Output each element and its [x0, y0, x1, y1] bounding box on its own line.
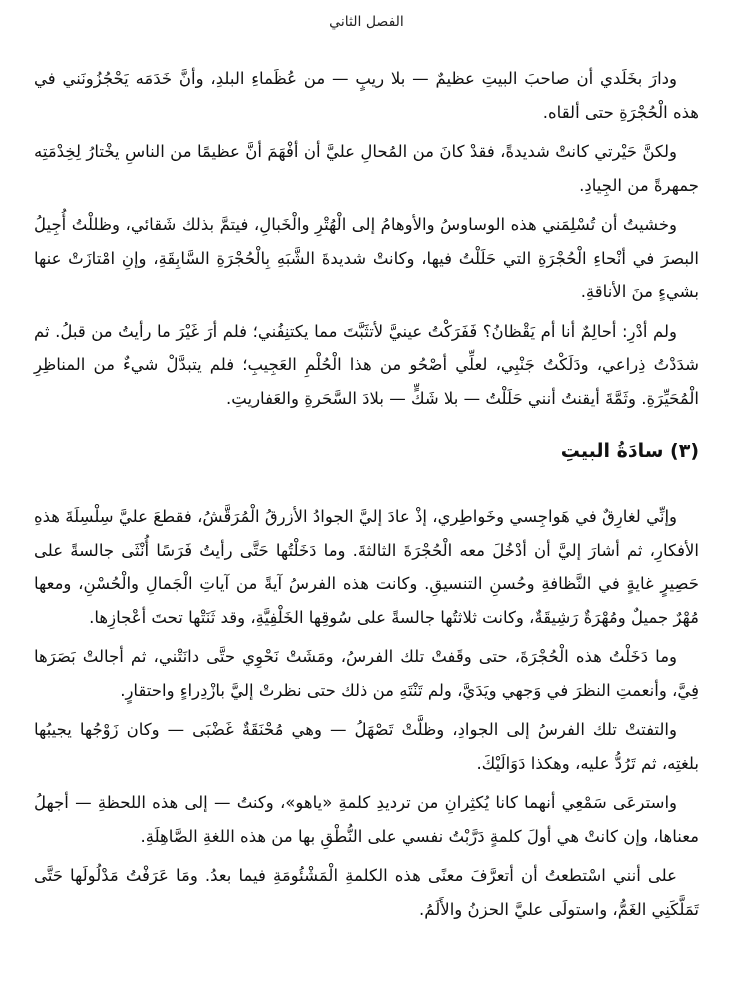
running-header: الفصل الثاني: [329, 14, 404, 30]
paragraph: على أنني اسْتطعتُ أن أتعرَّفَ معنًى هذه الكلمةِ الْمَشْئُومَةِ فيما بعدُ. ومَا عَرَفْتُ مَدْلُولَها حَتَّى تَمَلَّكَنِي الغَمُّ، واستولَى عليَّ الحزنُ والأَلَمُ.: [34, 866, 699, 919]
paragraph: ولم أدْرِ: أحالِمٌ أنا أم يَقْظانُ؟ فَفَرَكْتُ عينيَّ لأتثَبَّتَ مما يكتنِفُني؛ فلم أرَ غَيْرَ ما رأيتُ من قبلُ. ثم شدَدْتُ ذِراعي، ودَلَكْتُ جَنْبِي، لعلِّي أصْحُو من هذا الْحُلْمِ العَجِيبِ؛ فلم يتبدَّلْ شيءٌ من المناظِرِ الْمُحَيِّرَةِ. وثَمَّةَ أيقنتُ أنني حَلَلْتُ — بلا شَكٍّ — بلادَ السَّحَرةِ والعَفاريتِ.: [34, 321, 699, 408]
paragraph: واسترعَى سَمْعِي أنهما كانا يُكثِرانِ من ترديدِ كلمةِ «ياهو»، وكنتُ — إلى هذه اللحظةِ — أجهلُ معناها، وإن كانتْ هي أولَ كلمةٍ دَرَّبْتُ نفسي على النُّطْقِ بها من هذه اللغةِ الصَّاهِلَةِ.: [34, 793, 699, 846]
section-heading: (٣) سادَةُ البيتِ: [560, 440, 699, 462]
section-one-body: [34, 62, 699, 421]
paragraph: ودارَ بخَلَدي أن صاحبَ البيتِ عظيمٌ — بلا ريبٍ — من عُظَماءِ البلدِ، وأنَّ خَدَمَه يَحْجُزُونَني في هذه الْحُجْرَةِ حتى ألقاه.: [34, 69, 699, 122]
paragraph: والتفتتْ تلك الفرسُ إلى الجوادِ، وظلَّتْ تَصْهَلُ — وهي مُحْنَقَةٌ غَضْبَى — وكان زَوْجُها يجيبُها بلغتِه، ثم تَرُدُّ عليه، وهكذا دَوَالَيْكَ.: [34, 720, 699, 773]
paragraph: وإنِّي لغارِقٌ في هَواجِسي وخَواطِري، إذْ عادَ إليَّ الجوادُ الأزرقُ الْمُرَقَّشُ، فقطعَ عليَّ سِلْسِلَةَ هذهِ الأفكارِ، ثم أشارَ إليَّ أن أدْخُلَ معه الْحُجْرَةَ الثالثةَ. وما دَخَلْتُها حَتَّى رأيتُ فَرَسًا أُنْثَى جالسةً على حَصِيرٍ غايةٍ في النَّظافةِ وحُسنِ التنسيقِ. وكانت هذه الفرسُ آيةً من آياتِ الْجَمالِ والْحُسْنِ، ومعها مُهْرٌ جميلٌ ومُهْرَةٌ رَشِيقَةٌ، وكانت ثلاثتُها جالسةً على سُوقِها الخَلْفِيَّةِ، وقد ثَنَتْها تحتَ أعْجازِها.: [34, 507, 699, 627]
paragraph: ولكنَّ حَيْرتي كانتْ شديدةً، فقدْ كانَ من المُحالِ عليَّ أن أفْهَمَ أنَّ عظيمًا من الناسِ يخْتارُ لِخِدْمَتِه جمهرةً من الجِيادِ.: [34, 142, 699, 195]
paragraph: وما دَخَلْتُ هذه الْحُجْرَةَ، حتى وقَفتْ تلك الفرسُ، ومَشَتْ نَحْوِي حتَّى دانَتْني، ثم أجالتْ بَصَرَها فِيَّ، وأنعمتِ النظرَ في وَجهي ويَدَيَّ، ولم تَنْتَهِ من ذلك حتى نظرتْ إليَّ بازْدِراءٍ واحتقارٍ.: [34, 647, 699, 700]
paragraph: وخشيتُ أن تُسْلِمَني هذه الوساوسُ والأوهامُ إلى الْهُتْرِ والْخَبالِ، فيتمَّ بذلك شَقائي، وظللْتُ أُجِيلُ البصرَ في أنْحاءِ الْحُجْرَةِ التي حَلَلْتُ فيها، وكانتْ شديدةَ الشَّبَهِ بِالْحُجْرَةِ السَّابِقَةِ، وإنِ امْتازَتْ عنها بشيءٍ منَ الأناقةِ.: [34, 215, 699, 301]
section-two-body: [34, 500, 699, 932]
